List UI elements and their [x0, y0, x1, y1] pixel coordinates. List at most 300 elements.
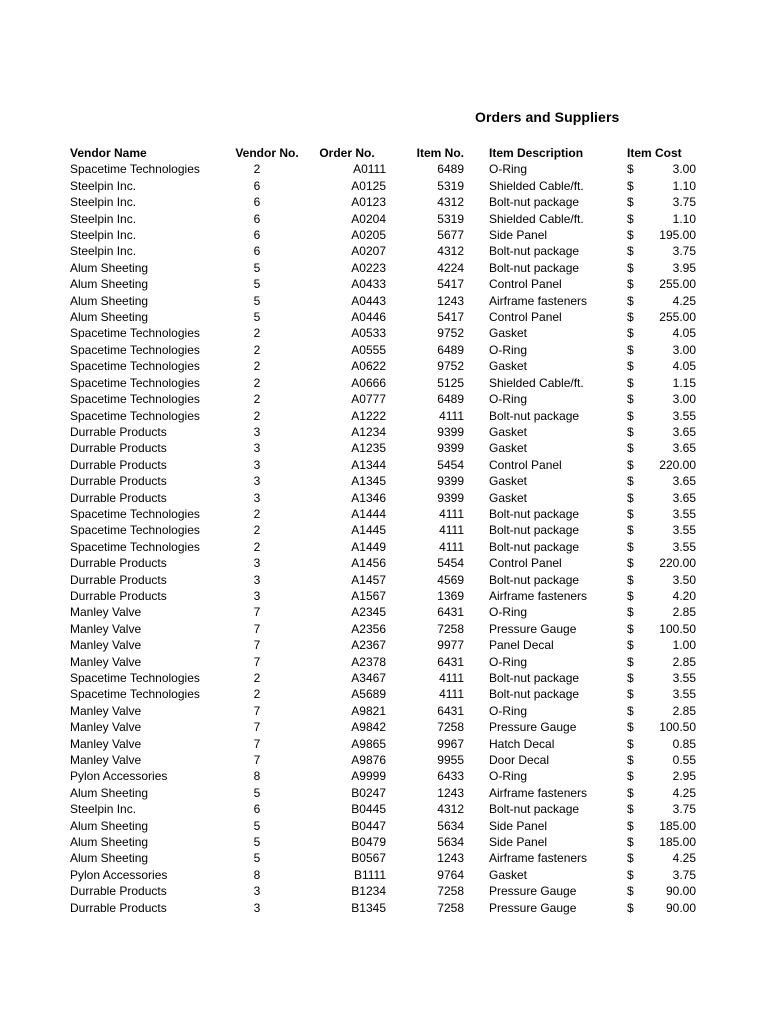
table-row [66, 325, 696, 341]
cell-item-description: Bolt-nut package [489, 408, 580, 423]
cell-item-description: O-Ring [489, 605, 528, 620]
cell-vendor-name: Manley Valve [70, 605, 142, 620]
cell-order-no: B1234 [351, 884, 386, 899]
cell-item-no: 4111 [439, 506, 464, 521]
cell-vendor-no: 6 [253, 195, 261, 210]
cell-vendor-name: Alum Sheeting [70, 293, 149, 308]
cell-item-description: Control Panel [489, 556, 562, 571]
cell-order-no: A1456 [351, 556, 386, 571]
table-row [66, 654, 696, 670]
cell-vendor-no: 7 [253, 753, 261, 768]
cell-order-no: A5689 [351, 687, 386, 702]
header-item-description: Item Description [489, 146, 584, 160]
table-body [66, 161, 696, 916]
table-row [66, 670, 696, 686]
cell-currency-symbol: $ [627, 474, 634, 489]
cell-order-no: A0204 [351, 211, 386, 226]
cell-item-description: Gasket [489, 867, 528, 882]
cell-item-cost: 195.00 [659, 228, 696, 243]
cell-item-cost: 3.65 [672, 490, 696, 505]
cell-currency-symbol: $ [627, 736, 634, 751]
table-row [66, 276, 696, 292]
table-row [66, 768, 696, 784]
table-row [66, 293, 696, 309]
cell-vendor-name: Pylon Accessories [70, 769, 168, 784]
cell-item-no: 4111 [439, 671, 464, 685]
table-row [66, 801, 696, 817]
cell-item-cost: 255.00 [659, 277, 696, 292]
table-row [66, 358, 696, 374]
cell-vendor-name: Steelpin Inc. [70, 228, 137, 243]
cell-vendor-no: 3 [253, 572, 261, 587]
cell-vendor-name: Spacetime Technologies [70, 375, 200, 390]
cell-item-cost: 3.65 [672, 424, 696, 439]
cell-item-description: Control Panel [489, 277, 562, 292]
table-row [66, 834, 696, 850]
cell-item-no: 5417 [437, 277, 464, 292]
table-row [66, 391, 696, 407]
cell-item-description: Pressure Gauge [489, 900, 577, 915]
cell-vendor-no: 2 [253, 359, 261, 374]
cell-currency-symbol: $ [627, 900, 634, 915]
cell-item-no: 4312 [437, 244, 464, 259]
cell-vendor-no: 3 [253, 424, 261, 439]
cell-currency-symbol: $ [627, 392, 634, 407]
cell-item-cost: 3.55 [672, 408, 696, 423]
cell-vendor-name: Spacetime Technologies [70, 506, 200, 521]
cell-item-description: Gasket [489, 326, 528, 341]
cell-vendor-name: Manley Valve [70, 720, 142, 735]
cell-vendor-no: 6 [253, 211, 261, 226]
cell-item-no: 9752 [437, 359, 464, 374]
cell-order-no: A2378 [351, 654, 386, 669]
cell-currency-symbol: $ [627, 506, 634, 521]
table-row [66, 522, 696, 538]
cell-currency-symbol: $ [627, 523, 634, 538]
cell-item-description: Door Decal [489, 753, 550, 768]
cell-order-no: A9821 [351, 703, 386, 718]
cell-vendor-no: 2 [253, 671, 261, 685]
cell-item-cost: 2.85 [672, 654, 696, 669]
table-row [66, 506, 696, 522]
cell-item-description: Bolt-nut package [489, 260, 580, 275]
cell-item-description: Gasket [489, 441, 528, 456]
cell-vendor-name: Alum Sheeting [70, 260, 149, 275]
cell-item-no: 5454 [437, 457, 464, 472]
cell-item-description: Gasket [489, 490, 528, 505]
cell-vendor-no: 7 [253, 736, 261, 751]
cell-currency-symbol: $ [627, 818, 634, 833]
cell-vendor-no: 2 [253, 687, 261, 702]
cell-item-description: O-Ring [489, 392, 528, 407]
cell-item-cost: 3.55 [672, 539, 696, 554]
cell-vendor-name: Manley Valve [70, 703, 142, 718]
cell-currency-symbol: $ [627, 244, 634, 259]
cell-vendor-no: 5 [253, 310, 261, 325]
header-order-no: Order No. [319, 146, 375, 160]
cell-item-cost: 3.55 [672, 523, 696, 538]
cell-currency-symbol: $ [627, 539, 634, 554]
cell-item-cost: 90.00 [665, 900, 696, 915]
cell-item-description: O-Ring [489, 342, 528, 357]
cell-order-no: B1345 [351, 900, 386, 915]
cell-item-no: 5454 [437, 556, 464, 571]
cell-item-description: Bolt-nut package [489, 572, 580, 587]
cell-currency-symbol: $ [627, 802, 634, 817]
cell-item-no: 4111 [439, 523, 464, 538]
header-item-no: Item No. [416, 146, 464, 160]
cell-item-no: 5125 [437, 375, 464, 390]
cell-item-cost: 3.75 [672, 244, 696, 259]
cell-item-description: Shielded Cable/ft. [489, 375, 584, 390]
cell-order-no: A9865 [351, 736, 386, 751]
table-row [66, 719, 696, 735]
cell-currency-symbol: $ [627, 408, 634, 423]
cell-vendor-name: Alum Sheeting [70, 277, 149, 292]
cell-item-description: Hatch Decal [489, 736, 555, 751]
cell-item-no: 9752 [437, 326, 464, 341]
table-row [66, 424, 696, 440]
cell-order-no: A0622 [351, 359, 386, 374]
table-row [66, 555, 696, 571]
cell-item-cost: 4.20 [672, 588, 696, 603]
cell-vendor-name: Durrable Products [70, 884, 167, 899]
cell-vendor-no: 7 [253, 703, 261, 718]
cell-currency-symbol: $ [627, 277, 634, 292]
cell-item-cost: 255.00 [659, 310, 696, 325]
cell-vendor-no: 5 [253, 293, 261, 308]
cell-currency-symbol: $ [627, 654, 634, 669]
cell-currency-symbol: $ [627, 588, 634, 603]
cell-currency-symbol: $ [627, 195, 634, 210]
cell-item-description: Bolt-nut package [489, 539, 580, 554]
cell-order-no: A0443 [351, 293, 386, 308]
cell-item-no: 5319 [437, 211, 464, 226]
cell-vendor-no: 2 [253, 523, 261, 538]
cell-vendor-no: 5 [253, 277, 261, 292]
cell-item-description: Airframe fasteners [489, 785, 588, 800]
cell-currency-symbol: $ [627, 720, 634, 735]
cell-vendor-name: Pylon Accessories [70, 867, 168, 882]
cell-item-no: 6489 [437, 162, 464, 177]
cell-vendor-name: Spacetime Technologies [70, 359, 200, 374]
cell-currency-symbol: $ [627, 703, 634, 718]
cell-vendor-no: 8 [253, 769, 261, 784]
cell-vendor-no: 3 [253, 457, 261, 472]
cell-item-no: 6431 [437, 703, 464, 718]
cell-currency-symbol: $ [627, 753, 634, 768]
cell-order-no: B1111 [353, 867, 386, 882]
table-row [66, 686, 696, 702]
cell-item-cost: 3.65 [672, 441, 696, 456]
cell-item-no: 9399 [437, 424, 464, 439]
cell-vendor-name: Durrable Products [70, 474, 167, 489]
cell-item-cost: 100.50 [659, 621, 696, 636]
cell-item-cost: 0.55 [672, 753, 696, 768]
cell-item-cost: 3.00 [672, 392, 696, 407]
table-row [66, 736, 696, 752]
cell-item-description: Bolt-nut package [489, 523, 580, 538]
cell-item-no: 5319 [437, 178, 464, 193]
cell-item-no: 9399 [437, 441, 464, 456]
table-row [66, 900, 696, 916]
cell-item-cost: 4.05 [672, 359, 696, 374]
cell-vendor-name: Spacetime Technologies [70, 326, 200, 341]
table-row [66, 604, 696, 620]
cell-order-no: A2367 [351, 638, 386, 653]
cell-vendor-no: 6 [253, 178, 261, 193]
cell-item-description: Shielded Cable/ft. [489, 211, 584, 226]
cell-item-cost: 2.85 [672, 605, 696, 620]
table-row [66, 457, 696, 473]
cell-vendor-name: Spacetime Technologies [70, 671, 200, 685]
cell-currency-symbol: $ [627, 835, 634, 850]
cell-order-no: A9842 [351, 720, 386, 735]
table-row [66, 161, 696, 177]
cell-item-no: 9399 [437, 490, 464, 505]
cell-vendor-name: Steelpin Inc. [70, 211, 137, 226]
cell-vendor-name: Steelpin Inc. [70, 244, 137, 259]
cell-vendor-name: Alum Sheeting [70, 785, 149, 800]
cell-order-no: A1445 [351, 523, 386, 538]
cell-item-no: 1369 [437, 588, 464, 603]
cell-vendor-no: 3 [253, 900, 261, 915]
header-vendor-no: Vendor No. [235, 146, 299, 160]
cell-currency-symbol: $ [627, 884, 634, 899]
cell-item-description: Pressure Gauge [489, 884, 577, 899]
cell-order-no: A1457 [351, 572, 386, 587]
cell-item-no: 7258 [437, 621, 464, 636]
cell-order-no: A3467 [351, 671, 386, 685]
cell-item-description: Pressure Gauge [489, 720, 577, 735]
cell-vendor-name: Spacetime Technologies [70, 523, 200, 538]
cell-vendor-name: Alum Sheeting [70, 835, 149, 850]
cell-vendor-no: 5 [253, 260, 261, 275]
cell-vendor-no: 3 [253, 884, 261, 899]
table-row [66, 785, 696, 801]
cell-vendor-name: Manley Valve [70, 654, 142, 669]
table-row [66, 227, 696, 243]
cell-item-cost: 185.00 [659, 818, 696, 833]
cell-currency-symbol: $ [627, 178, 634, 193]
cell-item-description: O-Ring [489, 654, 528, 669]
table-row [66, 539, 696, 555]
cell-vendor-name: Durrable Products [70, 424, 167, 439]
cell-order-no: A0207 [351, 244, 386, 259]
cell-item-description: Bolt-nut package [489, 671, 580, 685]
cell-item-cost: 1.00 [672, 638, 696, 653]
cell-order-no: A1449 [351, 539, 386, 554]
table-row [66, 211, 696, 227]
cell-item-cost: 3.75 [672, 195, 696, 210]
cell-item-no: 9764 [437, 867, 464, 882]
cell-vendor-no: 2 [253, 408, 261, 423]
cell-vendor-no: 5 [253, 818, 261, 833]
cell-currency-symbol: $ [627, 342, 634, 357]
cell-currency-symbol: $ [627, 457, 634, 472]
cell-vendor-name: Spacetime Technologies [70, 539, 200, 554]
cell-vendor-no: 5 [253, 785, 261, 800]
table-row [66, 572, 696, 588]
cell-item-description: Airframe fasteners [489, 293, 588, 308]
table-row [66, 408, 696, 424]
header-vendor-name: Vendor Name [70, 146, 147, 160]
cell-item-cost: 4.25 [672, 293, 696, 308]
cell-item-no: 9955 [437, 753, 464, 768]
cell-order-no: A9999 [351, 769, 386, 784]
cell-order-no: A2345 [351, 605, 386, 620]
cell-item-cost: 3.50 [672, 572, 696, 587]
cell-vendor-no: 6 [253, 802, 261, 817]
cell-vendor-no: 2 [253, 506, 261, 521]
cell-order-no: A0555 [351, 342, 386, 357]
cell-currency-symbol: $ [627, 638, 634, 653]
cell-item-description: Airframe fasteners [489, 851, 588, 866]
cell-item-cost: 3.75 [672, 867, 696, 882]
cell-item-description: Side Panel [489, 818, 548, 833]
cell-order-no: A1345 [351, 474, 386, 489]
cell-item-cost: 4.25 [672, 851, 696, 866]
cell-item-description: Pressure Gauge [489, 621, 577, 636]
cell-item-description: Side Panel [489, 228, 548, 243]
cell-item-no: 6431 [437, 654, 464, 669]
cell-vendor-no: 7 [253, 720, 261, 735]
cell-item-description: Side Panel [489, 835, 548, 850]
cell-vendor-name: Durrable Products [70, 900, 167, 915]
cell-order-no: A2356 [351, 621, 386, 636]
cell-item-description: Shielded Cable/ft. [489, 178, 584, 193]
cell-order-no: A0123 [351, 195, 386, 210]
cell-currency-symbol: $ [627, 310, 634, 325]
cell-vendor-name: Spacetime Technologies [70, 162, 200, 177]
cell-item-cost: 0.85 [672, 736, 696, 751]
cell-currency-symbol: $ [627, 605, 634, 620]
cell-item-no: 1243 [437, 293, 464, 308]
sheet-title: Orders and Suppliers [475, 109, 620, 125]
table-row [66, 850, 696, 866]
cell-item-cost: 3.55 [672, 687, 696, 702]
cell-vendor-no: 7 [253, 654, 261, 669]
cell-vendor-no: 7 [253, 638, 261, 653]
cell-order-no: A0111 [353, 162, 386, 177]
cell-order-no: A1235 [351, 441, 386, 456]
cell-item-description: Gasket [489, 424, 528, 439]
table-row [66, 818, 696, 834]
table-row [66, 194, 696, 210]
cell-vendor-name: Manley Valve [70, 736, 142, 751]
cell-order-no: A1234 [351, 424, 386, 439]
cell-currency-symbol: $ [627, 851, 634, 866]
cell-vendor-no: 6 [253, 228, 261, 243]
cell-item-no: 5417 [437, 310, 464, 325]
cell-order-no: A0666 [351, 375, 386, 390]
cell-order-no: A0777 [351, 392, 386, 407]
cell-item-no: 4111 [439, 408, 464, 423]
header-row [66, 145, 696, 161]
cell-item-description: Bolt-nut package [489, 244, 580, 259]
cell-item-description: O-Ring [489, 703, 528, 718]
cell-order-no: A0446 [351, 310, 386, 325]
cell-vendor-no: 5 [253, 835, 261, 850]
table-row [66, 243, 696, 259]
cell-item-description: O-Ring [489, 162, 528, 177]
cell-vendor-no: 3 [253, 490, 261, 505]
cell-vendor-name: Steelpin Inc. [70, 195, 137, 210]
cell-order-no: B0567 [351, 851, 386, 866]
cell-item-description: Gasket [489, 359, 528, 374]
cell-item-no: 6433 [437, 769, 464, 784]
table-row [66, 703, 696, 719]
cell-currency-symbol: $ [627, 687, 634, 702]
cell-order-no: A1567 [351, 588, 386, 603]
cell-item-no: 4312 [437, 802, 464, 817]
table-row [66, 178, 696, 194]
cell-currency-symbol: $ [627, 162, 634, 177]
cell-order-no: B0247 [351, 785, 386, 800]
cell-currency-symbol: $ [627, 556, 634, 571]
cell-vendor-name: Spacetime Technologies [70, 687, 200, 702]
cell-item-cost: 90.00 [665, 884, 696, 899]
cell-item-no: 1243 [437, 785, 464, 800]
cell-vendor-name: Spacetime Technologies [70, 408, 200, 423]
cell-item-cost: 2.85 [672, 703, 696, 718]
cell-vendor-name: Durrable Products [70, 490, 167, 505]
cell-item-cost: 1.15 [672, 375, 696, 390]
table-row [66, 342, 696, 358]
table-row [66, 867, 696, 883]
cell-vendor-name: Steelpin Inc. [70, 802, 137, 817]
cell-vendor-no: 3 [253, 588, 261, 603]
cell-item-no: 9399 [437, 474, 464, 489]
table-row [66, 588, 696, 604]
cell-vendor-name: Durrable Products [70, 556, 167, 571]
table-row [66, 375, 696, 391]
cell-item-cost: 3.55 [672, 671, 696, 685]
cell-currency-symbol: $ [627, 260, 634, 275]
cell-item-no: 4224 [437, 260, 464, 275]
cell-item-cost: 3.00 [672, 342, 696, 357]
cell-item-no: 7258 [437, 900, 464, 915]
cell-vendor-no: 2 [253, 392, 261, 407]
cell-item-cost: 4.25 [672, 785, 696, 800]
cell-item-description: Bolt-nut package [489, 195, 580, 210]
table-row [66, 621, 696, 637]
cell-item-cost: 220.00 [659, 457, 696, 472]
cell-vendor-name: Alum Sheeting [70, 818, 149, 833]
cell-vendor-no: 2 [253, 375, 261, 390]
cell-currency-symbol: $ [627, 211, 634, 226]
cell-item-cost: 220.00 [659, 556, 696, 571]
cell-item-description: Bolt-nut package [489, 687, 580, 702]
cell-item-cost: 100.50 [659, 720, 696, 735]
cell-item-no: 6431 [437, 605, 464, 620]
cell-item-cost: 1.10 [672, 178, 696, 193]
cell-currency-symbol: $ [627, 359, 634, 374]
cell-item-no: 5634 [437, 835, 464, 850]
table-row [66, 260, 696, 276]
cell-currency-symbol: $ [627, 785, 634, 800]
table-row [66, 309, 696, 325]
cell-vendor-no: 5 [253, 851, 261, 866]
orders-table [66, 145, 696, 916]
cell-currency-symbol: $ [627, 293, 634, 308]
cell-order-no: A9876 [351, 753, 386, 768]
cell-item-no: 7258 [437, 884, 464, 899]
cell-item-no: 5634 [437, 818, 464, 833]
table-row [66, 490, 696, 506]
cell-vendor-no: 2 [253, 342, 261, 357]
cell-item-no: 4569 [437, 572, 464, 587]
